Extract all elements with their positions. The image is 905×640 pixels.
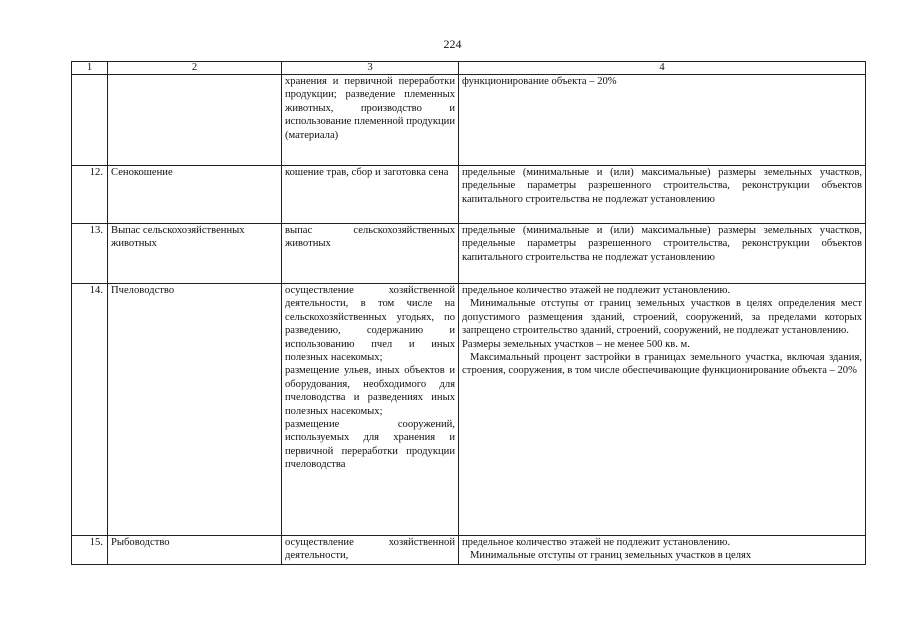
table-header-row	[72, 62, 866, 75]
table-row	[72, 224, 866, 284]
description-text: хранения и первичной переработки продукции; разведение племенных животных, производство и использование племенной продукции (материала)	[285, 76, 455, 141]
page-number: 224	[443, 37, 462, 51]
description-text: размещение сооружений, используемых для хранения и первичной переработки продукции пчеловодства	[285, 419, 455, 471]
table-row	[72, 75, 866, 166]
use-parameters	[459, 536, 866, 565]
description-text: размещение ульев, иных объектов и оборудования, необходимого для пчеловодства и разведениях иных полезных насекомых;	[285, 365, 455, 417]
parameters-text: функционирование объекта – 20%	[462, 76, 617, 87]
use-description	[282, 284, 459, 536]
table-row	[72, 284, 866, 536]
parameters-text: Минимальные отступы от границ земельных участков в целях определения мест допустимого размещения зданий, строений, сооружений, за пределами которых запрещено строительство зданий, строений, сооружений, не подлежат установлению.	[462, 298, 862, 337]
use-description	[282, 166, 459, 224]
use-parameters	[459, 284, 866, 536]
use-description	[282, 536, 459, 565]
use-name: Пчеловодство	[108, 284, 282, 536]
row-number: 14.	[72, 284, 108, 536]
use-parameters	[459, 75, 866, 166]
parameters-text: Максимальный процент застройки в границах земельного участка, включая здания, строения, сооружения, в том числе обеспечивающие функционирование объекта – 20%	[462, 352, 862, 377]
zoning-table	[71, 61, 866, 565]
description-text: выпас сельскохозяйственных животных	[285, 225, 455, 250]
table-row	[72, 536, 866, 565]
header-cell-3: 3	[282, 62, 459, 75]
description-text: осуществление хозяйственной деятельности,	[285, 537, 455, 562]
use-parameters	[459, 224, 866, 284]
use-name: Рыбоводство	[108, 536, 282, 565]
parameters-text: предельные (минимальные и (или) максимальные) размеры земельных участков, предельные параметры разрешенного строительства, реконструкции объектов капитального строительства не подлежат установлению	[462, 225, 862, 263]
use-name: Сенокошение	[108, 166, 282, 224]
header-cell-2: 2	[108, 62, 282, 75]
parameters-text: предельное количество этажей не подлежит установлению.	[462, 285, 731, 296]
parameters-text: Размеры земельных участков – не менее 500 кв. м.	[462, 338, 690, 350]
row-number: 13.	[72, 224, 108, 284]
parameters-text: предельные (минимальные и (или) максимальные) размеры земельных участков, предельные параметры разрешенного строительства, реконструкции объектов капитального строительства не подлежат установлению	[462, 167, 862, 205]
use-description	[282, 224, 459, 284]
use-description	[282, 75, 459, 166]
use-name	[108, 75, 282, 166]
use-name: Выпас сельскохозяйственных животных	[108, 224, 282, 284]
row-number	[72, 75, 108, 166]
parameters-text: Минимальные отступы от границ земельных участков в целях	[470, 550, 752, 562]
description-text: осуществление хозяйственной деятельности, в том числе на сельскохозяйственных угодьях, по разведению, содержанию и использованию пчел и иных полезных насекомых;	[285, 285, 455, 364]
description-text: кошение трав, сбор и заготовка сена	[285, 167, 449, 178]
header-cell-1: 1	[72, 62, 108, 75]
header-cell-4: 4	[459, 62, 866, 75]
table-row	[72, 166, 866, 224]
row-number: 12.	[72, 166, 108, 224]
use-parameters	[459, 166, 866, 224]
parameters-text: предельное количество этажей не подлежит установлению.	[462, 537, 731, 548]
row-number: 15.	[72, 536, 108, 565]
